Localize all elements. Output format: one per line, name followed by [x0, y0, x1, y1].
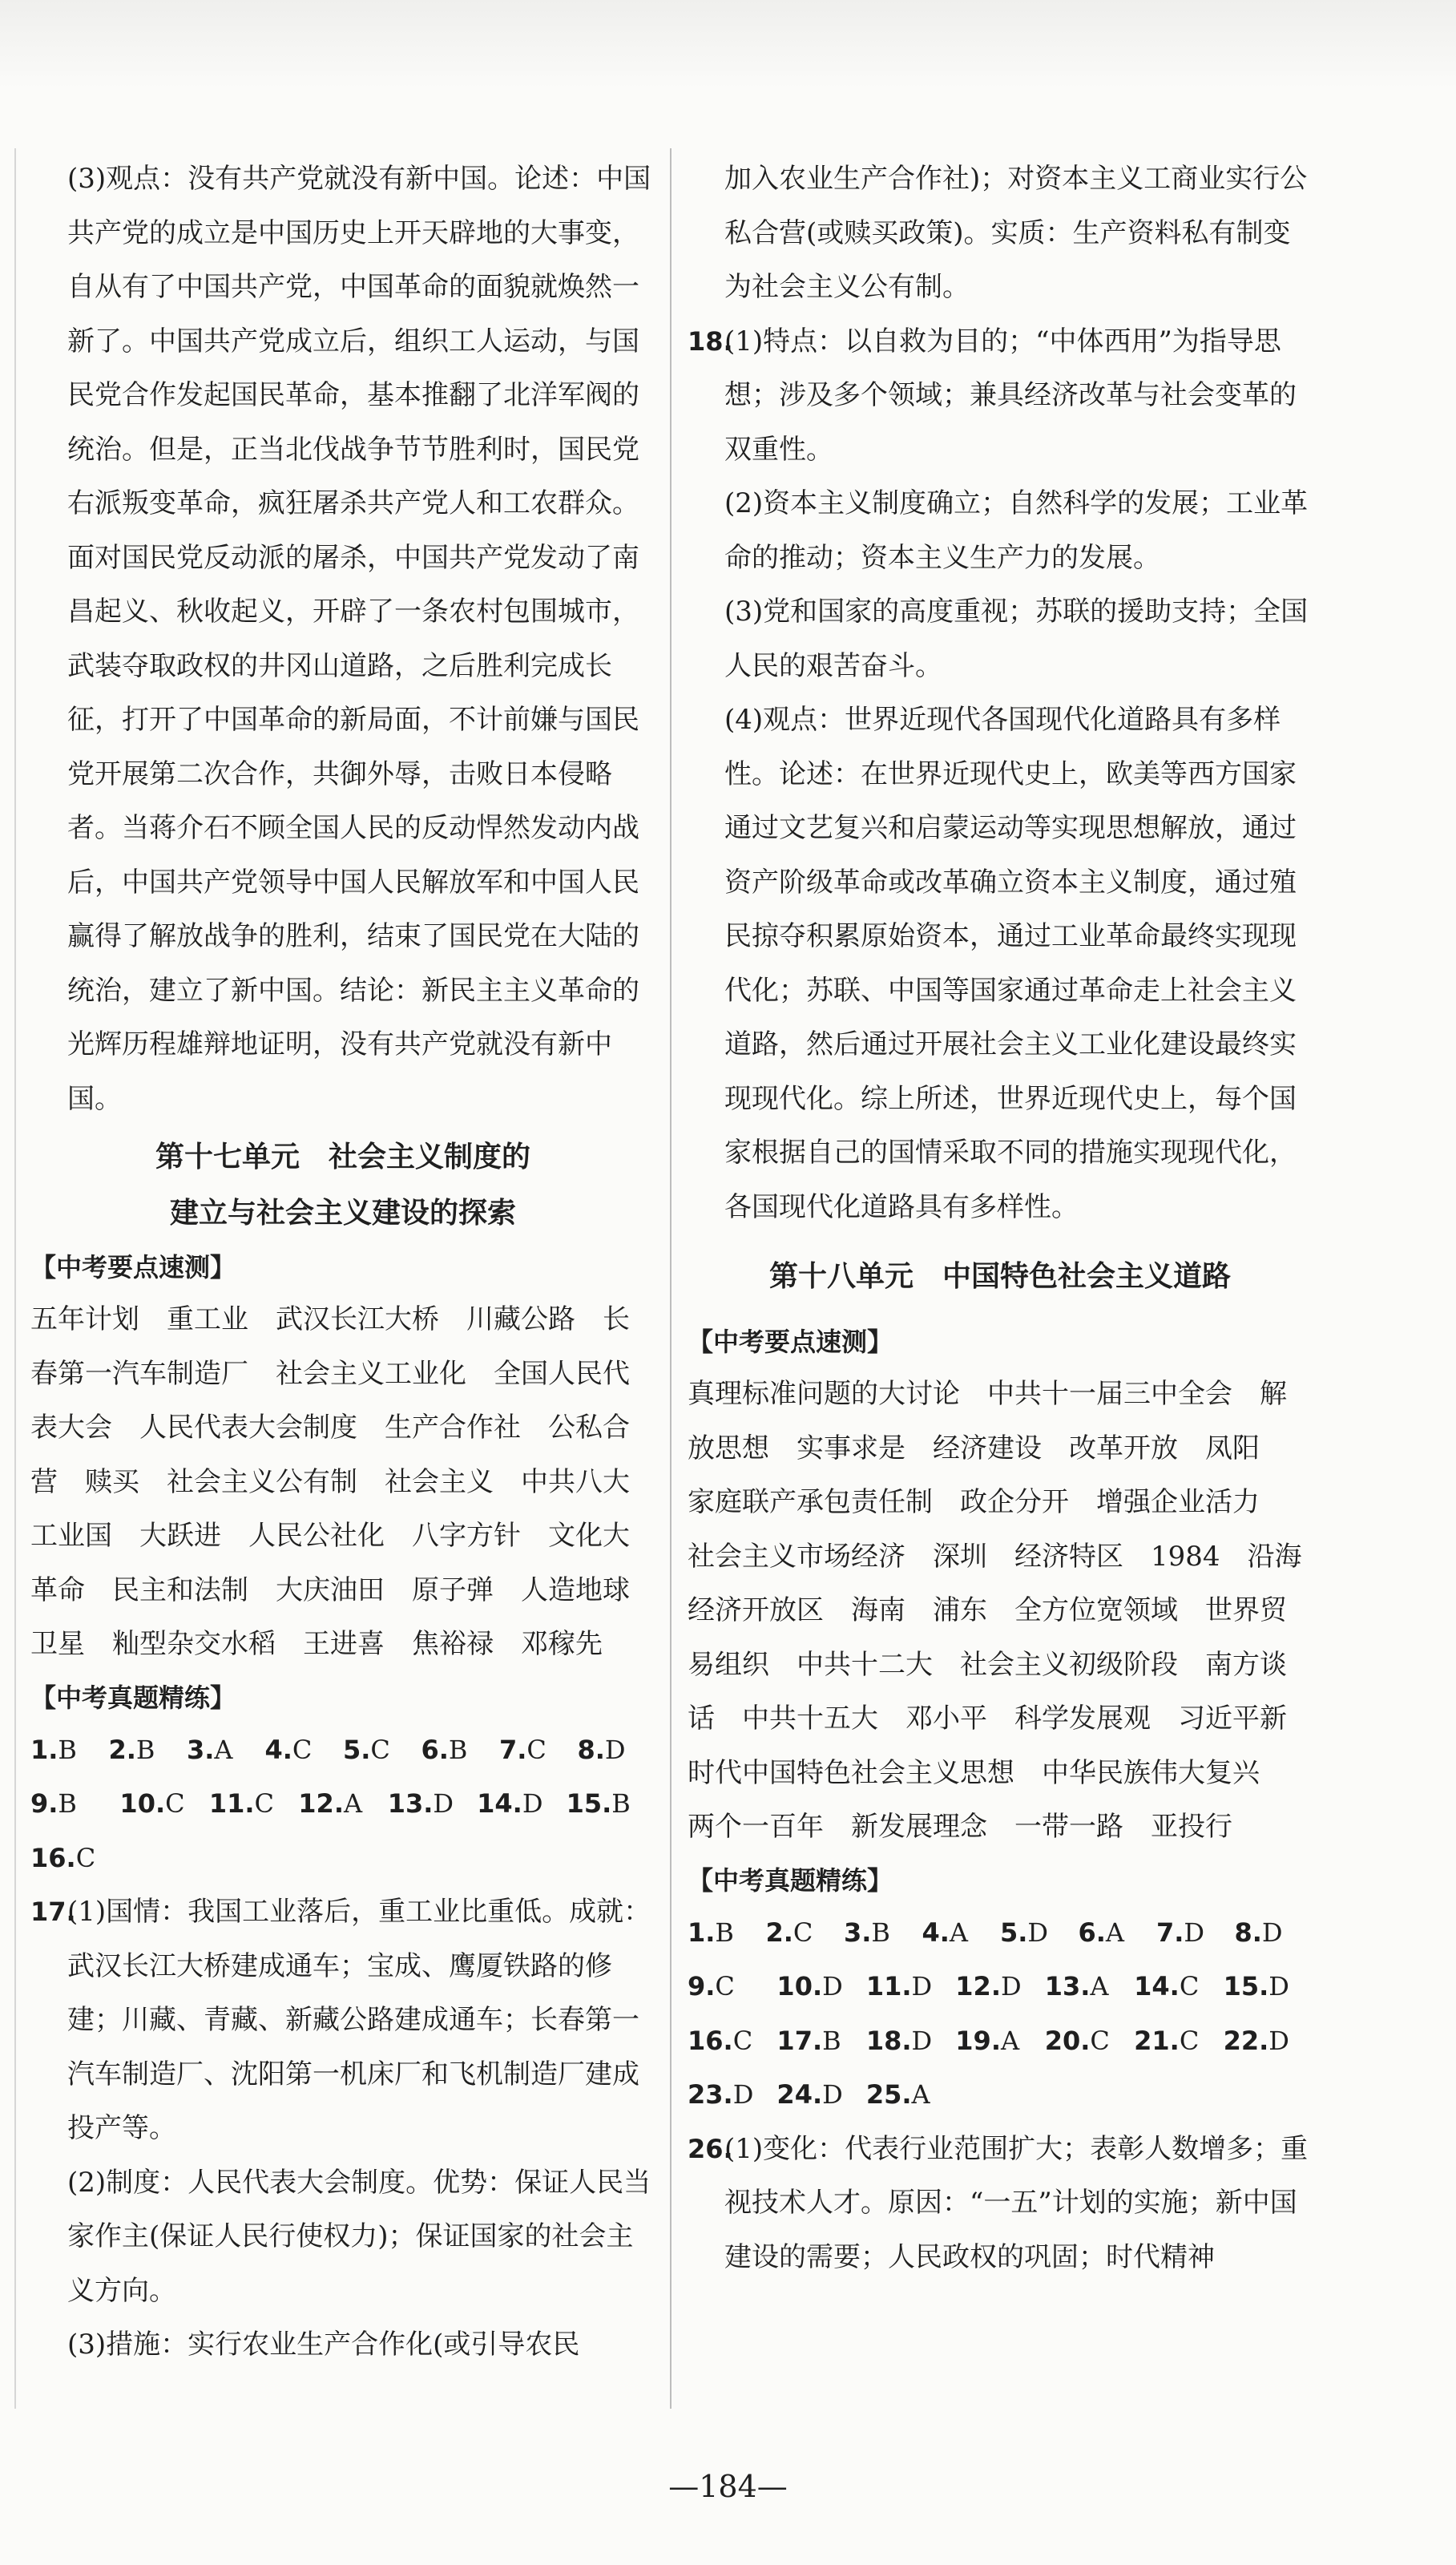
- answer-grid: [30, 1832, 655, 1886]
- answer-item: 20.C: [1044, 2025, 1110, 2056]
- unit18-title: 第十八单元 中国特色社会主义道路: [768, 1260, 1231, 1293]
- answer-item: 24.D: [776, 2079, 843, 2110]
- q18-part2: (2)资本主义制度确立；自然科学的发展；工业革命的推动；资本主义生产力的发展。: [724, 487, 1309, 574]
- column-divider: [670, 148, 672, 2409]
- answer-item: 13.D: [387, 1788, 454, 1819]
- key-points-list: 真理标准问题的大讨论 中共十一届三中全会 解放思想 实事求是 经济建设 改革开放 凤阳 家庭联产承包责任制 政企分开 增强企业活力 社会主义市场经济 深圳 经济特区 1984 沿海经济开放区 海南 浦东 全方位宽领域 世界贸易组织 中共十二大 社会主义初级阶段 南方谈话 中共十五大 邓小平 科学发展观 习近平新时代中国特色社会主义思想 中华民族伟大复兴 两个一百年 新发展理念 一带一路 亚投行: [688, 1378, 1302, 1843]
- answer-item: 14.C: [1134, 1971, 1200, 2002]
- answer-item: 2.B: [108, 1734, 155, 1765]
- answer-item: 17.B: [776, 2025, 841, 2056]
- section-key-points: 【中考要点速测】: [30, 1252, 236, 1282]
- right-column: [688, 152, 1313, 2284]
- answer-item: 8.D: [1234, 1917, 1283, 1948]
- answer-item: 16.C: [688, 2025, 753, 2056]
- answer-item: 10.D: [776, 1971, 843, 2002]
- section-key-points: 【中考要点速测】: [688, 1327, 893, 1357]
- answer-item: 15.B: [566, 1788, 631, 1819]
- q18-part3: (3)党和国家的高度重视；苏联的援助支持；全国人民的艰苦奋斗。: [724, 596, 1309, 682]
- answer-item: 7.D: [1156, 1917, 1205, 1948]
- q17-part1: (1)国情：我国工业落后，重工业比重低。成就：武汉长江大桥建成通车；宝成、鹰厦铁路的修建；川藏、青藏、新藏公路建成通车；长春第一汽车制造厂、沈阳第一机床厂和飞机制造厂建成投产等。: [67, 1896, 651, 2144]
- answer-grid: [688, 2014, 1313, 2069]
- answer-item: 11.D: [865, 1971, 933, 2002]
- key-points-list: 五年计划 重工业 武汉长江大桥 川藏公路 长春第一汽车制造厂 社会主义工业化 全国人民代表大会 人民代表大会制度 生产合作社 公私合营 赎买 社会主义公有制 社会主义 中共八大 工业国 大跃进 人民公社化 八字方针 文化大革命 民主和法制 大庆油田 原子弹 人造地球卫星 籼型杂交水稻 王进喜 焦裕禄 邓稼先: [30, 1303, 657, 1660]
- answer-item: 23.D: [688, 2079, 754, 2110]
- question-26: [688, 2123, 1313, 2285]
- q17-part2: (2)制度：人民代表大会制度。优势：保证人民当家作主(保证人民行使权力)；保证国家的社会主义方向。: [67, 2166, 651, 2307]
- answer-item: 22.D: [1223, 2025, 1289, 2056]
- answer-item: 6.A: [1078, 1917, 1125, 1948]
- q17-part3-start: (3)措施：实行农业生产合作化(或引导农民: [67, 2329, 580, 2361]
- answer-item: 4.C: [264, 1734, 313, 1765]
- answer-grid: [688, 2068, 1313, 2123]
- left-column: [30, 152, 655, 2373]
- answer-item: 6.B: [421, 1734, 468, 1765]
- answer-grid: [688, 1906, 1313, 1961]
- q26-part1: (1)变化：代表行业范围扩大；表彰人数增多；重视技术人才。原因：“一五”计划的实施；新中国建设的需要；人民政权的巩固；时代精神: [724, 2132, 1309, 2273]
- question-number: 17.: [30, 1896, 76, 1927]
- answer-item: 15.D: [1223, 1971, 1289, 2002]
- answer-item: 19.A: [955, 2025, 1020, 2056]
- answer-grid: [30, 1777, 655, 1832]
- section-exam-practice: 【中考真题精练】: [688, 1864, 893, 1896]
- answer-item: 1.B: [30, 1734, 77, 1765]
- q18-part1: (1)特点：以自救为目的；“中体西用”为指导思想；涉及多个领域；兼具经济改革与社会变革的双重性。: [724, 325, 1297, 466]
- unit17-title-line2: 建立与社会主义建设的探索: [169, 1197, 516, 1230]
- answer-item: 14.D: [477, 1788, 543, 1819]
- answer-item: 11.C: [208, 1788, 275, 1819]
- answer-item: 25.A: [865, 2079, 930, 2110]
- answer-item: 3.B: [844, 1917, 890, 1948]
- left-margin-rule: [14, 148, 16, 2409]
- answer-item: 13.A: [1044, 1971, 1109, 2002]
- q18-part4: (4)观点：世界近现代各国现代化道路具有多样性。论述：在世界近现代史上，欧美等西方国家通过文艺复兴和启蒙运动等实现思想解放，通过资产阶级革命或改革确立资本主义制度，通过殖民掠夺积累原始资本，通过工业革命最终实现现代化；苏联、中国等国家通过革命走上社会主义道路，然后通过开展社会主义工业化建设最终实现现代化。综上所述，世界近现代史上，每个国家根据自己的国情采取不同的措施实现现代化，各国现代化道路具有多样性。: [724, 704, 1297, 1223]
- section-exam-practice: 【中考真题精练】: [30, 1682, 236, 1713]
- page-top-shadow: [0, 0, 1456, 88]
- answer-item: 21.C: [1134, 2025, 1200, 2056]
- answer-item: 3.A: [187, 1734, 233, 1765]
- answer-item: 8.D: [577, 1734, 626, 1765]
- answer-item: 1.B: [688, 1917, 734, 1948]
- q17-part3-continued: 加入农业生产合作社)；对资本主义工商业实行公私合营(或赎买政策)。实质：生产资料私有制变为社会主义公有制。: [724, 163, 1308, 303]
- answer-item: 9.B: [30, 1788, 77, 1819]
- answer-item: 12.D: [955, 1971, 1022, 2002]
- answer-item: 5.C: [343, 1734, 390, 1765]
- answer-item: 4.A: [922, 1917, 969, 1948]
- page-number: —184—: [668, 2469, 788, 2504]
- question-17: [30, 1885, 655, 2373]
- question-18: [688, 315, 1313, 1235]
- answer-item: 5.D: [1000, 1917, 1049, 1948]
- answer-item: 2.C: [765, 1917, 813, 1948]
- answer-item: 12.A: [298, 1788, 363, 1819]
- unit17-title-line1: 第十七单元 社会主义制度的: [155, 1141, 530, 1173]
- answer-item: 9.C: [688, 1971, 735, 2002]
- q16-part3-answer: (3)观点：没有共产党就没有新中国。论述：中国共产党的成立是中国历史上开天辟地的大事变，自从有了中国共产党，中国革命的面貌就焕然一新了。中国共产党成立后，组织工人运动，与国民党合作发起国民革命，基本推翻了北洋军阀的统治。但是，正当北伐战争节节胜利时，国民党右派叛变革命，疯狂屠杀共产党人和工农群众。面对国民党反动派的屠杀，中国共产党发动了南昌起义、秋收起义，开辟了一条农村包围城市，武装夺取政权的井冈山道路，之后胜利完成长征，打开了中国革命的新局面，不计前嫌与国民党开展第二次合作，共御外辱，击败日本侵略者。当蒋介石不顾全国人民的反动悍然发动内战后，中国共产党领导中国人民解放军和中国人民赢得了解放战争的胜利，结束了国民党在大陆的统治，建立了新中国。结论：新民主主义革命的光辉历程雄辩地证明，没有共产党就没有新中国。: [67, 163, 651, 1115]
- question-number: 18.: [688, 325, 733, 357]
- answer-grid: [688, 1960, 1313, 2014]
- answer-item: 7.C: [499, 1734, 547, 1765]
- question-number: 26.: [688, 2133, 733, 2164]
- answer-item: 16.C: [30, 1842, 96, 1873]
- answer-item: 10.C: [119, 1788, 185, 1819]
- answer-item: 18.D: [865, 2025, 933, 2056]
- answer-grid: [30, 1723, 655, 1778]
